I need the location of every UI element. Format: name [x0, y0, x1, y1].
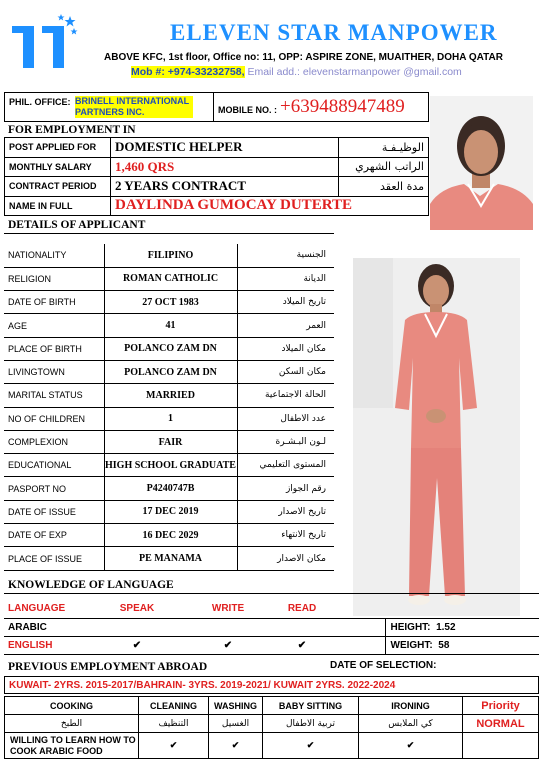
speak-check: ✔	[92, 636, 182, 654]
details-row	[4, 360, 334, 383]
language-name: ARABIC	[4, 618, 92, 636]
field-label: COMPLEXION	[4, 430, 104, 453]
field-value: DOMESTIC HELPER	[111, 138, 339, 158]
field-arabic: لـون البـشـرة	[237, 430, 334, 453]
skill-check	[463, 733, 539, 759]
applicant-portrait-photo	[430, 96, 533, 230]
field-value: 41	[104, 314, 237, 337]
phil-office-name: BRINELL INTERNATIONAL PARTNERS INC.	[75, 96, 193, 118]
employment-row	[5, 157, 429, 177]
field-label: EDUCATIONAL	[4, 454, 104, 477]
field-arabic: مدة العقد	[339, 177, 429, 197]
skill-header: IRONING	[359, 697, 463, 715]
skill-arabic: التنظيف	[139, 715, 209, 733]
details-row	[4, 477, 334, 500]
field-arabic: مكان الاصدار	[237, 547, 334, 570]
employment-table	[4, 137, 429, 216]
field-label: MONTHLY SALARY	[5, 157, 111, 177]
field-label: NATIONALITY	[4, 244, 104, 267]
details-row	[4, 547, 334, 570]
field-arabic: العمر	[237, 314, 334, 337]
priority-value: NORMAL	[463, 715, 539, 733]
field-value: 16 DEC 2029	[104, 524, 237, 547]
skill-check: ✔	[139, 733, 209, 759]
skill-header: COOKING	[5, 697, 139, 715]
height-field	[385, 618, 539, 636]
lang-header: SPEAK	[92, 600, 182, 618]
field-label: PASPORT NO	[4, 477, 104, 500]
previous-employment-text: KUWAIT- 2YRS. 2015-2017/BAHRAIN- 3YRS. 2019-2021/ KUWAIT 2YRS. 2022-2024	[5, 677, 539, 694]
field-arabic: المستوى التعليمي	[237, 454, 334, 477]
language-name: ENGLISH	[4, 636, 92, 654]
weight-label: WEIGHT:	[390, 639, 433, 651]
field-arabic: تاريخ الميلاد	[237, 291, 334, 314]
field-value: ROMAN CATHOLIC	[104, 267, 237, 290]
details-row	[4, 244, 334, 267]
language-section-title: KNOWLEDGE OF LANGUAGE	[8, 579, 174, 591]
speak-check	[92, 618, 182, 636]
applicant-name: DAYLINDA GUMOCAY DUTERTE	[111, 196, 429, 216]
skill-header: WASHING	[209, 697, 263, 715]
field-value: POLANCO ZAM DN	[104, 360, 237, 383]
skill-row-label: WILLING TO LEARN HOW TO COOK ARABIC FOOD	[5, 733, 139, 759]
field-label: DATE OF BIRTH	[4, 291, 104, 314]
employment-row	[5, 138, 429, 158]
lang-header: WRITE	[182, 600, 274, 618]
skill-arabic: تربية الاطفال	[263, 715, 359, 733]
field-label: POST APPLIED FOR	[5, 138, 111, 158]
field-label: LIVINGTOWN	[4, 360, 104, 383]
field-arabic: تاريخ الاصدار	[237, 500, 334, 523]
skill-arabic: الغسيل	[209, 715, 263, 733]
field-label: MARITAL STATUS	[4, 384, 104, 407]
applicant-full-body-photo	[353, 258, 520, 616]
read-check	[274, 618, 330, 636]
phil-office-row	[4, 92, 429, 122]
field-label: NO OF CHILDREN	[4, 407, 104, 430]
field-arabic: الجنسية	[237, 244, 334, 267]
details-row	[4, 314, 334, 337]
field-label: PLACE OF ISSUE	[4, 547, 104, 570]
field-value: P4240747B	[104, 477, 237, 500]
company-name: ELEVEN STAR MANPOWER	[170, 20, 498, 45]
details-section-title: DETAILS OF APPLICANT	[8, 219, 146, 231]
language-table	[4, 600, 539, 655]
details-row	[4, 291, 334, 314]
field-label: CONTRACT PERIOD	[5, 177, 111, 197]
mobile-value: +639488947489	[280, 96, 405, 117]
field-value: 1,460 QRS	[111, 157, 339, 177]
read-check: ✔	[274, 636, 330, 654]
company-address: ABOVE KFC, 1st floor, Office no: 11, OPP: ASPIRE ZONE, MUAITHER, DOHA QATAR	[104, 52, 503, 63]
field-value: 2 YEARS CONTRACT	[111, 177, 339, 197]
details-row	[4, 500, 334, 523]
field-value: MARRIED	[104, 384, 237, 407]
write-check	[182, 618, 274, 636]
weight-value: 58	[438, 639, 450, 651]
details-row	[4, 337, 334, 360]
previous-employment-table	[4, 676, 539, 694]
field-arabic: مكان الميلاد	[237, 337, 334, 360]
skill-arabic: الطبخ	[5, 715, 139, 733]
field-label: NAME IN FULL	[5, 196, 111, 216]
details-row	[4, 407, 334, 430]
previous-employment-title: PREVIOUS EMPLOYMENT ABROAD	[8, 661, 208, 673]
height-label: HEIGHT:	[390, 621, 431, 633]
mobile-number: Mob #: +974-33232758,	[131, 66, 245, 78]
lang-header: READ	[274, 600, 330, 618]
skill-check: ✔	[359, 733, 463, 759]
skill-arabic: كي الملابس	[359, 715, 463, 733]
field-arabic: تاريخ الانتهاء	[237, 524, 334, 547]
field-value: FAIR	[104, 430, 237, 453]
company-contact	[131, 66, 462, 78]
field-value: 27 OCT 1983	[104, 291, 237, 314]
details-row	[4, 267, 334, 290]
field-label: PLACE OF BIRTH	[4, 337, 104, 360]
field-value: FILIPINO	[104, 244, 237, 267]
priority-header: Priority	[463, 697, 539, 715]
field-value: HIGH SCHOOL GRADUATE	[104, 454, 237, 477]
field-value: PE MANAMA	[104, 547, 237, 570]
field-arabic: الراتب الشهري	[339, 157, 429, 177]
field-value: 1	[104, 407, 237, 430]
date-of-selection-label: DATE OF SELECTION:	[330, 660, 437, 671]
field-arabic: رقم الجواز	[237, 477, 334, 500]
employment-section-title: FOR EMPLOYMENT IN	[8, 124, 136, 136]
field-label: RELIGION	[4, 267, 104, 290]
skills-table	[4, 696, 539, 759]
field-arabic: الوظيـفـة	[339, 138, 429, 158]
phil-office-label: PHIL. OFFICE:	[9, 97, 71, 107]
details-row	[4, 384, 334, 407]
details-table	[4, 244, 334, 571]
skill-check: ✔	[209, 733, 263, 759]
field-arabic: مكان السكن	[237, 360, 334, 383]
write-check: ✔	[182, 636, 274, 654]
field-arabic: الحالة الاجتماعية	[237, 384, 334, 407]
field-value: POLANCO ZAM DN	[104, 337, 237, 360]
field-arabic: الديانة	[237, 267, 334, 290]
lang-header: LANGUAGE	[4, 600, 92, 618]
field-label: DATE OF ISSUE	[4, 500, 104, 523]
employment-row	[5, 177, 429, 197]
details-row	[4, 430, 334, 453]
field-value: 17 DEC 2019	[104, 500, 237, 523]
field-label: AGE	[4, 314, 104, 337]
height-value: 1.52	[436, 621, 456, 633]
skill-header: CLEANING	[139, 697, 209, 715]
weight-field	[385, 636, 539, 654]
mobile-label: MOBILE NO. :	[218, 105, 277, 115]
details-row	[4, 454, 334, 477]
field-arabic: عدد الاطفال	[237, 407, 334, 430]
field-label: DATE OF EXP	[4, 524, 104, 547]
company-logo	[8, 14, 78, 70]
email-address: Email add.: elevenstarmanpower @gmail.com	[244, 66, 462, 78]
skill-check: ✔	[263, 733, 359, 759]
skill-header: BABY SITTING	[263, 697, 359, 715]
details-row	[4, 524, 334, 547]
employment-row	[5, 196, 429, 216]
